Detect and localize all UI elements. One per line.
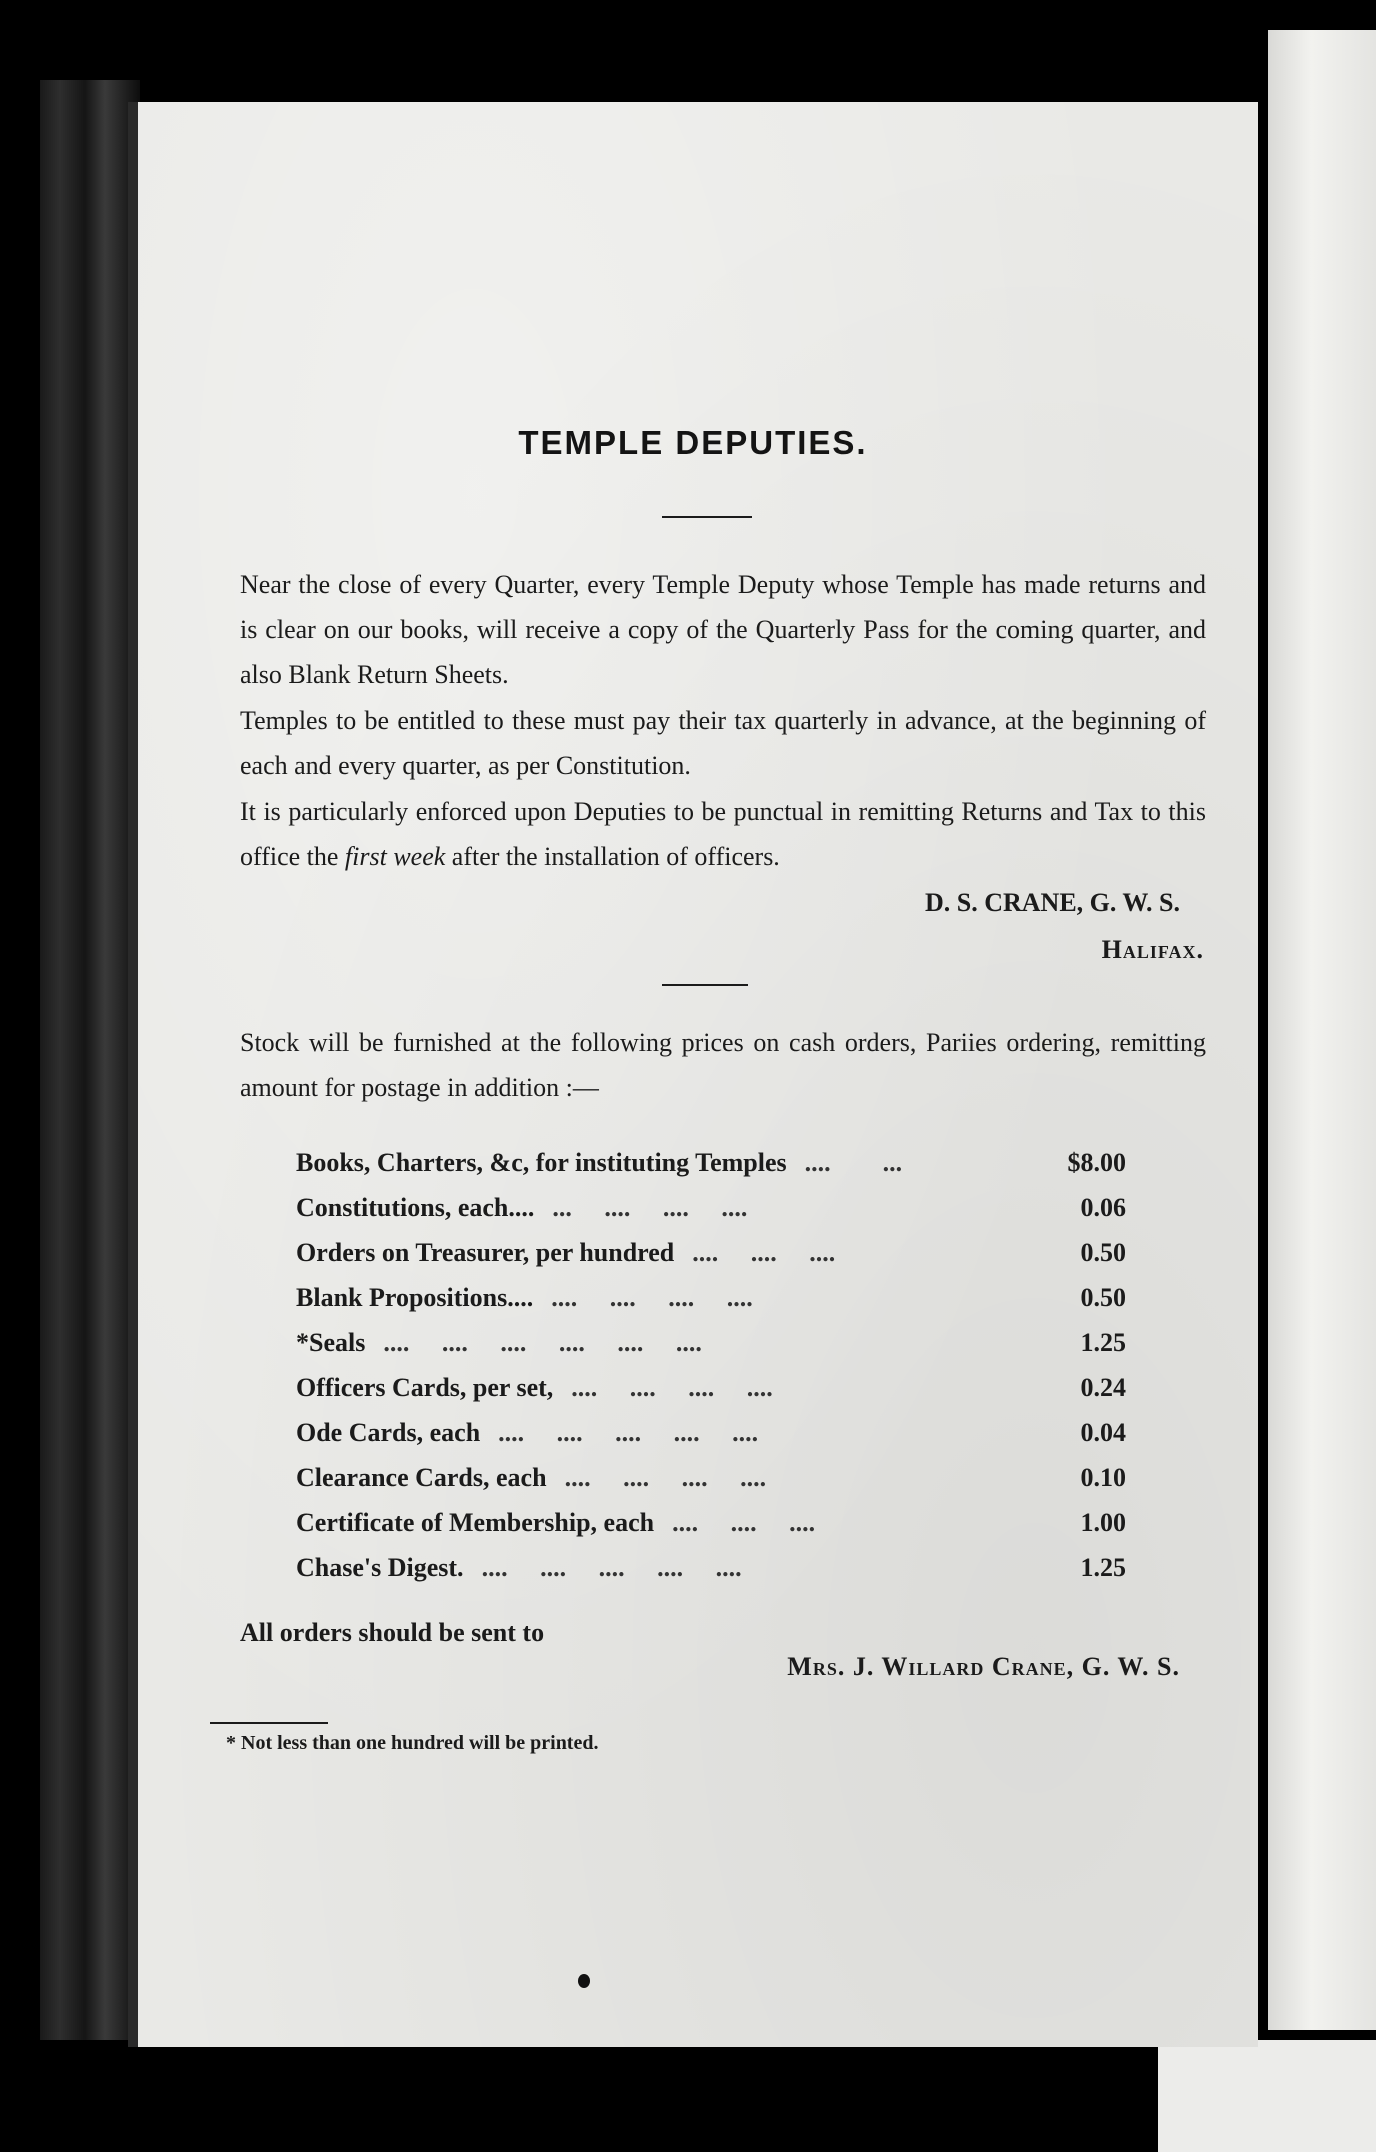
price-leader-dots: .... .... ....	[692, 1237, 836, 1267]
paragraph-3-text	[210, 789, 1206, 879]
price-item-label: Clearance Cards, each .... .... .... ....	[296, 1462, 767, 1492]
price-leader-dots: .... .... .... ....	[571, 1372, 773, 1402]
price-item-label: Chase's Digest. .... .... .... .... ....	[296, 1552, 742, 1582]
price-item-label: *Seals .... .... .... .... .... ....	[296, 1327, 702, 1357]
page-title: TEMPLE DEPUTIES.	[518, 424, 868, 461]
orders-signature: Mrs. J. Willard Crane, G. W. S.	[787, 1652, 1180, 1681]
price-value: 0.04	[1080, 1417, 1126, 1447]
price-value: 0.24	[1080, 1372, 1126, 1402]
price-list	[296, 1140, 1126, 1590]
price-value: $8.00	[1067, 1147, 1126, 1177]
price-leader-dots: .... ...	[804, 1147, 903, 1177]
price-leader-dots: .... .... .... .... ....	[481, 1552, 742, 1582]
price-leader-dots: .... .... ....	[672, 1507, 816, 1537]
price-row	[296, 1365, 1126, 1410]
ink-mark	[578, 1974, 590, 1988]
footnote: * Not less than one hundred will be printed.	[226, 1732, 599, 1754]
price-value: 1.25	[1080, 1552, 1126, 1582]
price-item-label: Ode Cards, each .... .... .... .... ....	[296, 1417, 759, 1447]
signature-name: D. S. CRANE, G. W. S.	[924, 888, 1180, 917]
price-value: 0.06	[1080, 1192, 1126, 1222]
paragraph-1	[210, 562, 1206, 697]
stock-intro-text: Stock will be furnished at the following prices on cash orders, Pariies ordering, remitting amount for postage in addition :—	[240, 1028, 1206, 1102]
price-item-label: Officers Cards, per set, .... .... .... ....	[296, 1372, 773, 1402]
price-item-label: Blank Propositions.... .... .... .... ....	[296, 1282, 753, 1312]
title-divider	[662, 516, 752, 518]
price-row	[296, 1455, 1126, 1500]
price-value: 1.25	[1080, 1327, 1126, 1357]
price-value: 0.50	[1080, 1237, 1126, 1267]
price-row	[296, 1320, 1126, 1365]
price-row	[296, 1410, 1126, 1455]
price-leader-dots: ... .... .... ....	[552, 1192, 748, 1222]
price-value: 0.50	[1080, 1282, 1126, 1312]
price-leader-dots: .... .... .... .... ....	[498, 1417, 759, 1447]
price-row	[296, 1140, 1126, 1185]
price-value: 1.00	[1080, 1507, 1126, 1537]
book-spine	[40, 80, 140, 2040]
stock-intro	[210, 1020, 1206, 1110]
first-week-emphasis: first week	[344, 842, 446, 871]
price-row	[296, 1500, 1126, 1545]
footnote-divider	[210, 1722, 328, 1724]
price-item-label: Orders on Treasurer, per hundred .... .... ....	[296, 1237, 836, 1267]
price-item-label: Certificate of Membership, each .... .... ....	[296, 1507, 816, 1537]
price-leader-dots: .... .... .... .... .... ....	[383, 1327, 702, 1357]
section-divider	[662, 984, 748, 986]
price-row	[296, 1230, 1126, 1275]
price-row	[296, 1545, 1126, 1590]
price-leader-dots: .... .... .... ....	[551, 1282, 753, 1312]
price-leader-dots: .... .... .... ....	[564, 1462, 767, 1492]
paragraph-3	[210, 789, 1206, 879]
price-value: 0.10	[1080, 1462, 1126, 1492]
signature-place: Halifax.	[1101, 935, 1204, 964]
facing-page-corner	[1158, 2040, 1376, 2152]
paragraph-2	[210, 698, 1206, 788]
price-row	[296, 1185, 1126, 1230]
paragraph-2-text: Temples to be entitled to these must pay their tax quarterly in advance, at the beginning of each and every quarter, as per Constitution.	[240, 706, 1206, 780]
facing-page-edge	[1268, 30, 1376, 2030]
price-item-label: Books, Charters, &c, for instituting Temples .... ...	[296, 1147, 903, 1177]
price-row	[296, 1275, 1126, 1320]
paragraph-3-start: It is particularly enforced upon Deputies to be punctual in remitting Returns and Tax to this office the	[240, 797, 1206, 871]
price-item-label: Constitutions, each.... ... .... .... ....	[296, 1192, 748, 1222]
orders-line: All orders should be sent to	[240, 1618, 545, 1647]
paragraph-1-text: Near the close of every Quarter, every Temple Deputy whose Temple has made returns and is clear on our books, will receive a copy of the Quarterly Pass for the coming quarter, and also Blank Return Sheets.	[240, 570, 1206, 689]
paragraph-3-end: after the installation of officers.	[451, 842, 780, 871]
